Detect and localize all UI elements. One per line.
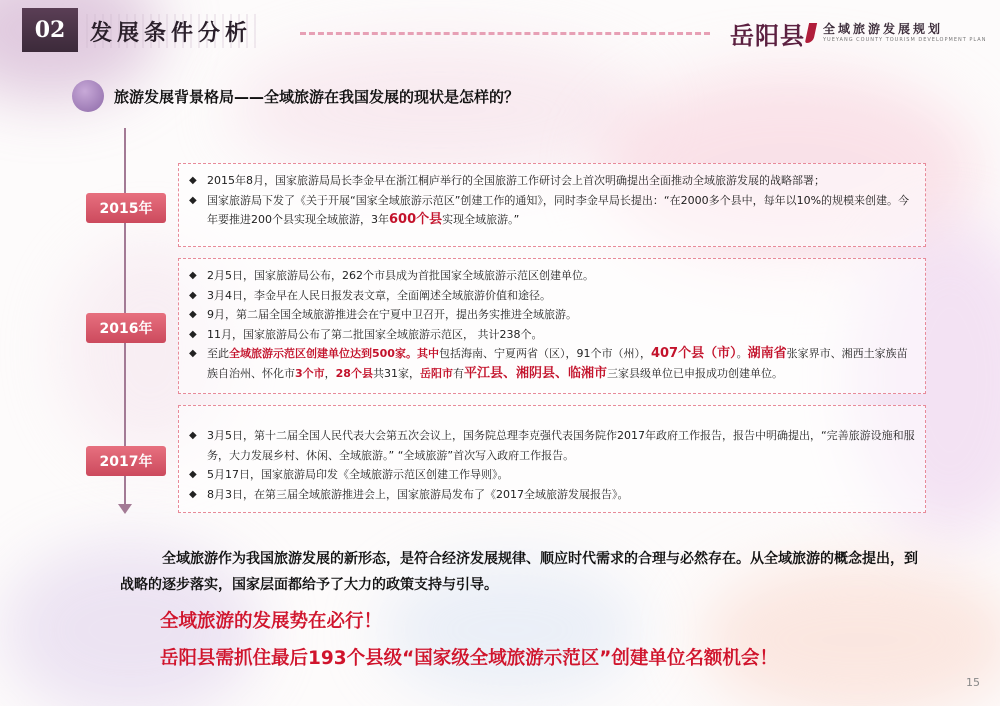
item-text: 9月，第二届全国全域旅游推进会在宁夏中卫召开，提出务实推进全域旅游。: [207, 308, 577, 321]
section-heading-text: 旅游发展背景格局——全域旅游在我国发展的现状是怎样的？: [114, 87, 520, 106]
year-badge-2017: 2017年: [86, 446, 166, 476]
timeline-item: [189, 191, 915, 230]
highlight-text: 28个县: [335, 366, 373, 380]
section-heading: [72, 80, 519, 112]
slogan-1: 全域旅游的发展势在必行！: [160, 611, 383, 632]
timeline-item: [189, 485, 915, 505]
item-text: 8月3日，在第三届全域旅游推进会上，国家旅游局发布了《2017全域旅游发展报告》。: [207, 487, 629, 501]
section-header: [0, 8, 270, 52]
item-text: 有: [452, 366, 464, 380]
item-text: 3月4日，李金早在人民日报发表文章，全面阐述全域旅游价值和途径。: [207, 288, 551, 302]
timeline-item: [189, 344, 915, 383]
item-text: 11月，国家旅游局公布了第二批国家全域旅游示范区， 共计238个。: [207, 327, 543, 341]
bullet-circle-icon: [72, 80, 104, 112]
timeline-item: [189, 171, 915, 191]
item-text: 5月17日，国家旅游局印发《全域旅游示范区创建工作导则》。: [207, 468, 509, 481]
item-text: 国家旅游局下发了《关于开展“国家全域旅游示范区”创建工作的通知》，同时李金早局长提出：“在2000多个县中，每年以10%的规模来创建。今年要推进200个县实现全域旅游，3年: [207, 193, 910, 226]
year-badge-2015: 2015年: [86, 193, 166, 223]
summary-paragraph: 全域旅游作为我国旅游发展的新形态，是符合经济发展规律、顺应时代需求的合理与必然存在。从全域旅游的概念提出，到战略的逐步落实，国家层面都给予了大力的政策支持与引导。: [120, 551, 918, 593]
brand-subtitle-block: [823, 23, 986, 43]
highlight-text: 600个县: [389, 212, 443, 227]
timeline-box-2016: [178, 258, 926, 394]
item-text: 2月5日，国家旅游局公布，262个市县成为首批国家全域旅游示范区创建单位。: [207, 269, 594, 282]
highlight-text: 全域旅游示范区创建单位达到500家。其中: [229, 347, 439, 360]
timeline-item: [189, 266, 915, 286]
item-text: 张家界市、湘西土家族苗族自治州、怀化市: [207, 347, 908, 380]
highlight-text: 湖南省: [747, 346, 787, 361]
highlight-text: 407个县（市）: [650, 346, 737, 361]
item-text: ，: [324, 366, 336, 380]
brand-name: 岳阳县: [730, 20, 805, 50]
timeline-arrow-icon: [118, 504, 132, 514]
timeline-box-2015: [178, 163, 926, 247]
item-text: 包括海南、宁夏两省（区），91个市（州），: [438, 347, 651, 360]
timeline-item: [189, 465, 915, 485]
highlight-text: 3个市: [295, 366, 325, 380]
brand-subtitle: 全域旅游发展规划: [823, 22, 944, 36]
timeline-item: [189, 325, 915, 345]
timeline-item: [189, 426, 915, 465]
slogan-2: 岳阳县需抓住最后193个县级“国家级全域旅游示范区”创建单位名额机会！: [160, 648, 778, 669]
brand-mark-icon: [805, 23, 817, 43]
item-text: 。: [736, 347, 748, 360]
item-text: 2015年8月，国家旅游局局长李金早在浙江桐庐举行的全国旅游工作研讨会上首次明确提出全面推动全域旅游发展的战略部署；: [207, 174, 825, 187]
timeline-item: [189, 286, 915, 306]
section-title: 发展条件分析: [80, 14, 262, 48]
highlight-text: 平江县、湘阴县、临湘市: [463, 365, 607, 381]
highlight-text: 岳阳市: [419, 366, 453, 380]
timeline-item: [189, 305, 915, 325]
brand-subtitle-en: YUEYANG COUNTY TOURISM DEVELOPMENT PLAN: [823, 37, 987, 43]
timeline-box-2017: [178, 405, 926, 513]
header-divider: [300, 32, 710, 35]
page-number: 15: [966, 676, 980, 689]
item-text: 三家县级单位已申报成功创建单位。: [606, 366, 783, 380]
brand-logo: [730, 14, 986, 52]
item-text: 至此: [207, 347, 229, 360]
item-text: 实现全域旅游。”: [442, 213, 520, 226]
section-number: 02: [22, 8, 78, 52]
item-text: 共31家，: [372, 366, 420, 380]
year-badge-2016: 2016年: [86, 313, 166, 343]
item-text: 3月5日，第十二届全国人民代表大会第五次会议上，国务院总理李克强代表国务院作2017年政府工作报告，报告中明确提出，“完善旅游设施和服务，大力发展乡村、休闲、全域旅游。” “全域旅游”首次写入政府工作报告。: [207, 429, 915, 462]
